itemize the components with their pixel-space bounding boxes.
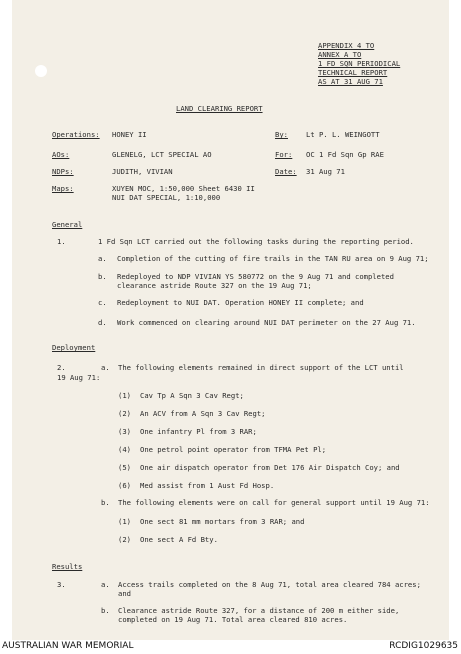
sub-item-text: Med assist from 1 Aust Fd Hosp.	[140, 481, 275, 490]
paragraph-number-3: 3.	[57, 580, 66, 589]
general-intro: 1 Fd Sqn LCT carried out the following tasks during the reporting period.	[98, 237, 414, 246]
sub-item-text: Cav Tp A Sqn 3 Cav Regt;	[140, 391, 244, 400]
sub-item-number: (6)	[118, 481, 131, 490]
paragraph-number-1: 1.	[57, 237, 66, 246]
sub-item-text: An ACV from A Sqn 3 Cav Regt;	[140, 409, 266, 418]
operations-label: Operations:	[52, 130, 100, 139]
deployment-a-text-cont: 19 Aug 71:	[57, 373, 101, 382]
for-label: For:	[275, 150, 293, 159]
ndps-value: JUDITH, VIVIAN	[112, 167, 173, 176]
sub-item-text: One air dispatch operator from Det 176 Air Dispatch Coy; and	[140, 463, 400, 472]
for-value: OC 1 Fd Sqn Gp RAE	[306, 150, 384, 159]
maps-label: Maps:	[52, 184, 74, 193]
list-item-text: Redeployment to NUI DAT. Operation HONEY II complete; and	[117, 298, 364, 307]
aos-label: AOs:	[52, 150, 70, 159]
operations-value: HONEY II	[112, 130, 147, 139]
footer-archive-name: AUSTRALIAN WAR MEMORIAL	[2, 641, 134, 651]
section-heading-results: Results	[52, 562, 83, 571]
results-b-text-cont: completed on 19 Aug 71. Total area cleared 810 acres.	[118, 615, 348, 624]
ndps-label: NDPs:	[52, 167, 74, 176]
paragraph-number-2: 2.	[57, 363, 66, 372]
results-a-text: Access trails completed on the 8 Aug 71, total area cleared 784 acres;	[118, 580, 421, 589]
list-item-text: Work commenced on clearing around NUI DAT perimeter on the 27 Aug 71.	[117, 318, 416, 327]
list-letter: c.	[98, 298, 107, 307]
footer-record-id: RCDIG1029635	[389, 641, 458, 651]
sub-item-number: (1)	[118, 517, 131, 526]
appendix-line-1: APPENDIX 4 TO	[318, 41, 375, 50]
list-item-text: clearance astride Route 327 on the 19 Aug 71;	[117, 281, 312, 290]
sub-item-text: One sect A Fd Bty.	[140, 535, 218, 544]
appendix-line-2: ANNEX A TO	[318, 50, 362, 59]
list-letter: a.	[98, 254, 107, 263]
sub-item-text: One sect 81 mm mortars from 3 RAR; and	[140, 517, 305, 526]
section-heading-general: General	[52, 220, 83, 229]
date-value: 31 Aug 71	[306, 167, 345, 176]
aos-value: GLENELG, LCT SPECIAL AO	[112, 150, 212, 159]
sub-item-number: (2)	[118, 535, 131, 544]
list-letter: a.	[101, 580, 110, 589]
document-title: LAND CLEARING REPORT	[176, 104, 263, 113]
sub-item-number: (2)	[118, 409, 131, 418]
appendix-line-5: AS AT 31 AUG 71	[318, 77, 383, 86]
sub-item-number: (4)	[118, 445, 131, 454]
appendix-line-4: TECHNICAL REPORT	[318, 68, 388, 77]
sub-item-text: One infantry Pl from 3 RAR;	[140, 427, 257, 436]
sub-item-number: (5)	[118, 463, 131, 472]
sub-item-number: (3)	[118, 427, 131, 436]
section-heading-deployment: Deployment	[52, 343, 96, 352]
list-letter: b.	[101, 606, 110, 615]
list-letter: b.	[98, 272, 107, 281]
punch-hole	[35, 65, 47, 77]
deployment-a-text: The following elements remained in direct support of the LCT until	[118, 363, 404, 372]
maps-value-1: XUYEN MOC, 1:50,000 Sheet 6430 II	[112, 184, 255, 193]
date-label: Date:	[275, 167, 297, 176]
sub-item-text: One petrol point operator from TFMA Pet Pl;	[140, 445, 327, 454]
list-item-text: Completion of the cutting of fire trails in the TAN RU area on 9 Aug 71;	[117, 254, 429, 263]
list-item-text: Redeployed to NDP VIVIAN YS 580772 on the 9 Aug 71 and completed	[117, 272, 394, 281]
deployment-b-text: The following elements were on call for general support until 19 Aug 71:	[118, 498, 430, 507]
list-letter: d.	[98, 318, 107, 327]
appendix-line-3: 1 FD SQN PERIODICAL	[318, 59, 401, 68]
maps-value-2: NUI DAT SPECIAL, 1:10,000	[112, 193, 221, 202]
list-letter: b.	[101, 498, 110, 507]
results-b-text: Clearance astride Route 327, for a distance of 200 m either side,	[118, 606, 400, 615]
by-value: Lt P. L. WEINGOTT	[306, 130, 380, 139]
list-letter: a.	[101, 363, 110, 372]
results-a-text-cont: and	[118, 589, 131, 598]
sub-item-number: (1)	[118, 391, 131, 400]
by-label: By:	[275, 130, 288, 139]
